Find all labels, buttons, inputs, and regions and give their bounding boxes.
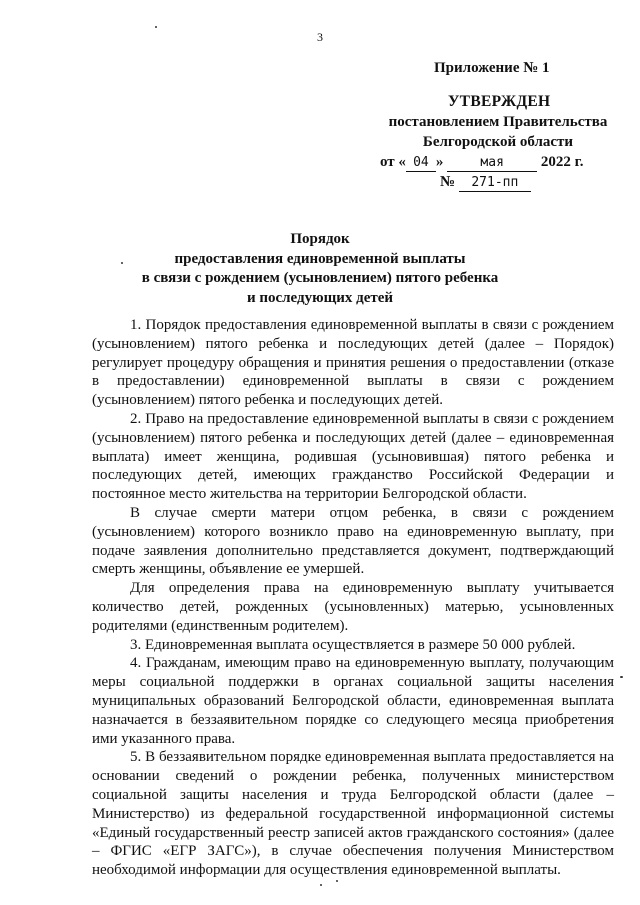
region-line: Белгородской области xyxy=(422,134,574,150)
scan-speck xyxy=(620,676,623,678)
date-prefix: от « xyxy=(380,154,406,170)
title-line-2: предоставления единовременной выплаты xyxy=(174,250,466,267)
title-line-3: в связи с рождением (усыновлением) пятого ребенка xyxy=(141,270,499,286)
document-body xyxy=(92,316,614,880)
resolution-number: 271-пп xyxy=(459,175,531,192)
scan-speck xyxy=(155,26,157,28)
paragraph-7: 5. В беззаявительном порядке единовременная выплата предоставляется на основании сведений о рождении ребенка, полученных министерством социальной защиты населения и труда Белгородской области (далее – Министерство) из федеральной государственной информационной системы «Единый государственный реестр записей актов гражданского состояния» (далее – ФГИС «ЕГР ЗАГС»), в случае обеспечения получения Министерством необходимой информации для осуществления единовременной выплаты. xyxy=(92,749,614,879)
date-month: мая xyxy=(447,155,537,172)
scan-speck xyxy=(121,262,123,264)
paragraph-3: В случае смерти матери отцом ребенка, в связи с рождением (усыновлением) которого возникло право на единовременную выплату, при подаче заявления дополнительно представляется документ, подтверждающий смерть женщины, объявление ее умершей. xyxy=(92,504,614,578)
appendix-label: Приложение № 1 xyxy=(434,60,550,76)
paragraph-1: 1. Порядок предоставления единовременной выплаты в связи с рождением (усыновлением) пятого ребенка и последующих детей (далее – Порядок) регулирует процедуру обращения и принятия решения о предоставлении (отказе в предоставлении) единовременной выплаты в связи с рождением (усыновлением) пятого ребенка и последующих детей. xyxy=(92,317,614,409)
resolution-line: постановлением Правительства xyxy=(388,114,608,130)
page-number: 3 xyxy=(317,30,323,44)
title-line-4: и последующих детей xyxy=(246,289,394,306)
scan-speck xyxy=(320,884,322,886)
paragraph-4: Для определения права на единовременную выплату учитывается количество детей, рожденных (усыновленных) матерью, усыновленных родителями (единственным родителем). xyxy=(92,580,614,634)
date-year: 2022 г. xyxy=(540,154,584,170)
date-mid: » xyxy=(435,154,444,170)
number-line xyxy=(440,172,620,192)
approval-block xyxy=(380,58,620,192)
paragraph-2: 2. Право на предоставление единовременной выплаты в связи с рождением (усыновлением) пятого ребенка и последующих детей (далее – единовременная выплата) имеет женщина, родившая (усыновившая) пятого ребенка и последующих детей, имеющих гражданство Российской Федерации и постоянное место жительства на территории Белгородской области. xyxy=(92,410,614,503)
number-prefix: № xyxy=(440,174,456,190)
approved-heading: УТВЕРЖДЕН xyxy=(448,93,551,110)
date-line xyxy=(380,152,620,172)
paragraph-6: 4. Гражданам, имеющим право на единовременную выплату, получающим меры социальной поддержки в органах социальной защиты населения муниципальных образований Белгородской области, единовременная выплата назначается в беззаявительном порядке со следующего месяца приобретения ими указанного права. xyxy=(92,655,614,747)
paragraph-5: 3. Единовременная выплата осуществляется в размере 50 000 рублей. xyxy=(130,636,576,653)
title-line-1: Порядок xyxy=(290,231,350,247)
date-day: 04 xyxy=(406,155,436,172)
document-title xyxy=(0,230,640,308)
scan-speck xyxy=(336,880,338,882)
